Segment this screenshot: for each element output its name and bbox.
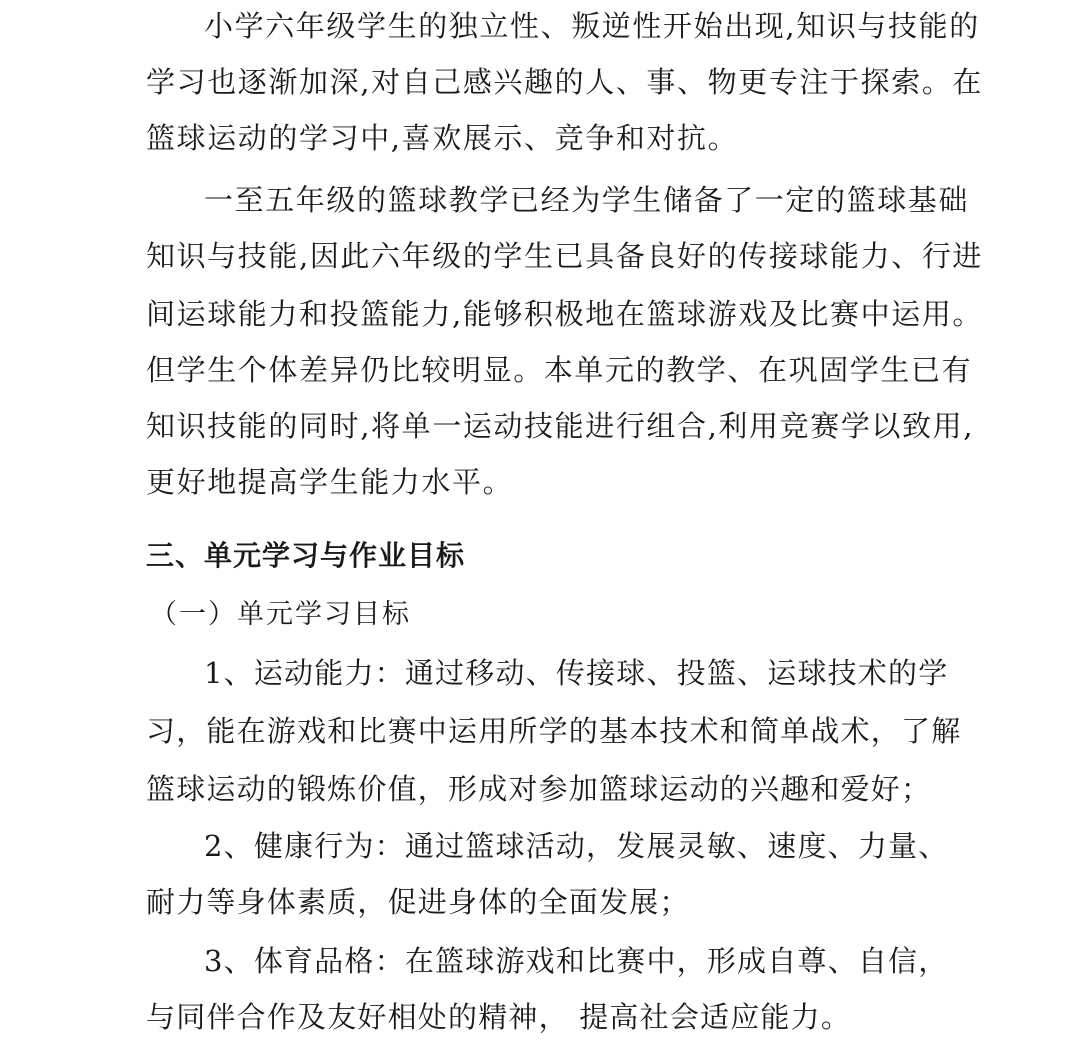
goal-1-line-1: 1、运动能力：通过移动、传接球、投篮、运球技术的学 bbox=[204, 656, 949, 690]
paragraph-2-line-5: 知识技能的同时,将单一运动技能进行组合,利用竞赛学以致用, bbox=[146, 409, 975, 443]
goal-3-line-1: 3、体育品格：在篮球游戏和比赛中，形成自尊、自信， bbox=[204, 944, 949, 978]
section-heading: 三、单元学习与作业目标 bbox=[146, 539, 466, 572]
goal-3-line-2: 与同伴合作及友好相处的精神， 提高社会适应能力。 bbox=[146, 1000, 852, 1034]
paragraph-1-line-1: 小学六年级学生的独立性、叛逆性开始出现,知识与技能的 bbox=[204, 9, 980, 43]
goal-1-line-2: 习，能在游戏和比赛中运用所学的基本技术和简单战术，了解 bbox=[146, 714, 962, 748]
paragraph-1-line-3: 篮球运动的学习中,喜欢展示、竞争和对抗。 bbox=[146, 121, 739, 155]
paragraph-2-line-4: 但学生个体差异仍比较明显。本单元的教学、在巩固学生已有 bbox=[146, 353, 973, 387]
goal-2-line-1: 2、健康行为：通过篮球活动，发展灵敏、速度、力量、 bbox=[204, 829, 949, 863]
section-subheading: （一）单元学习目标 bbox=[150, 599, 411, 630]
goal-2-line-2: 耐力等身体素质，促进身体的全面发展； bbox=[146, 885, 690, 919]
paragraph-2-line-6: 更好地提高学生能力水平。 bbox=[146, 465, 514, 499]
goal-1-line-3: 篮球运动的锻炼价值，形成对参加篮球运动的兴趣和爱好； bbox=[146, 772, 932, 806]
paragraph-2-line-3: 间运球能力和投篮能力,能够积极地在篮球游戏及比赛中运用。 bbox=[146, 297, 984, 331]
paragraph-2-line-2: 知识与技能,因此六年级的学生已具备良好的传接球能力、行进 bbox=[146, 239, 984, 273]
paragraph-2-line-1: 一至五年级的篮球教学已经为学生储备了一定的篮球基础 bbox=[204, 183, 970, 217]
paragraph-1-line-2: 学习也逐渐加深,对自己感兴趣的人、事、物更专注于探索。在 bbox=[146, 65, 984, 99]
